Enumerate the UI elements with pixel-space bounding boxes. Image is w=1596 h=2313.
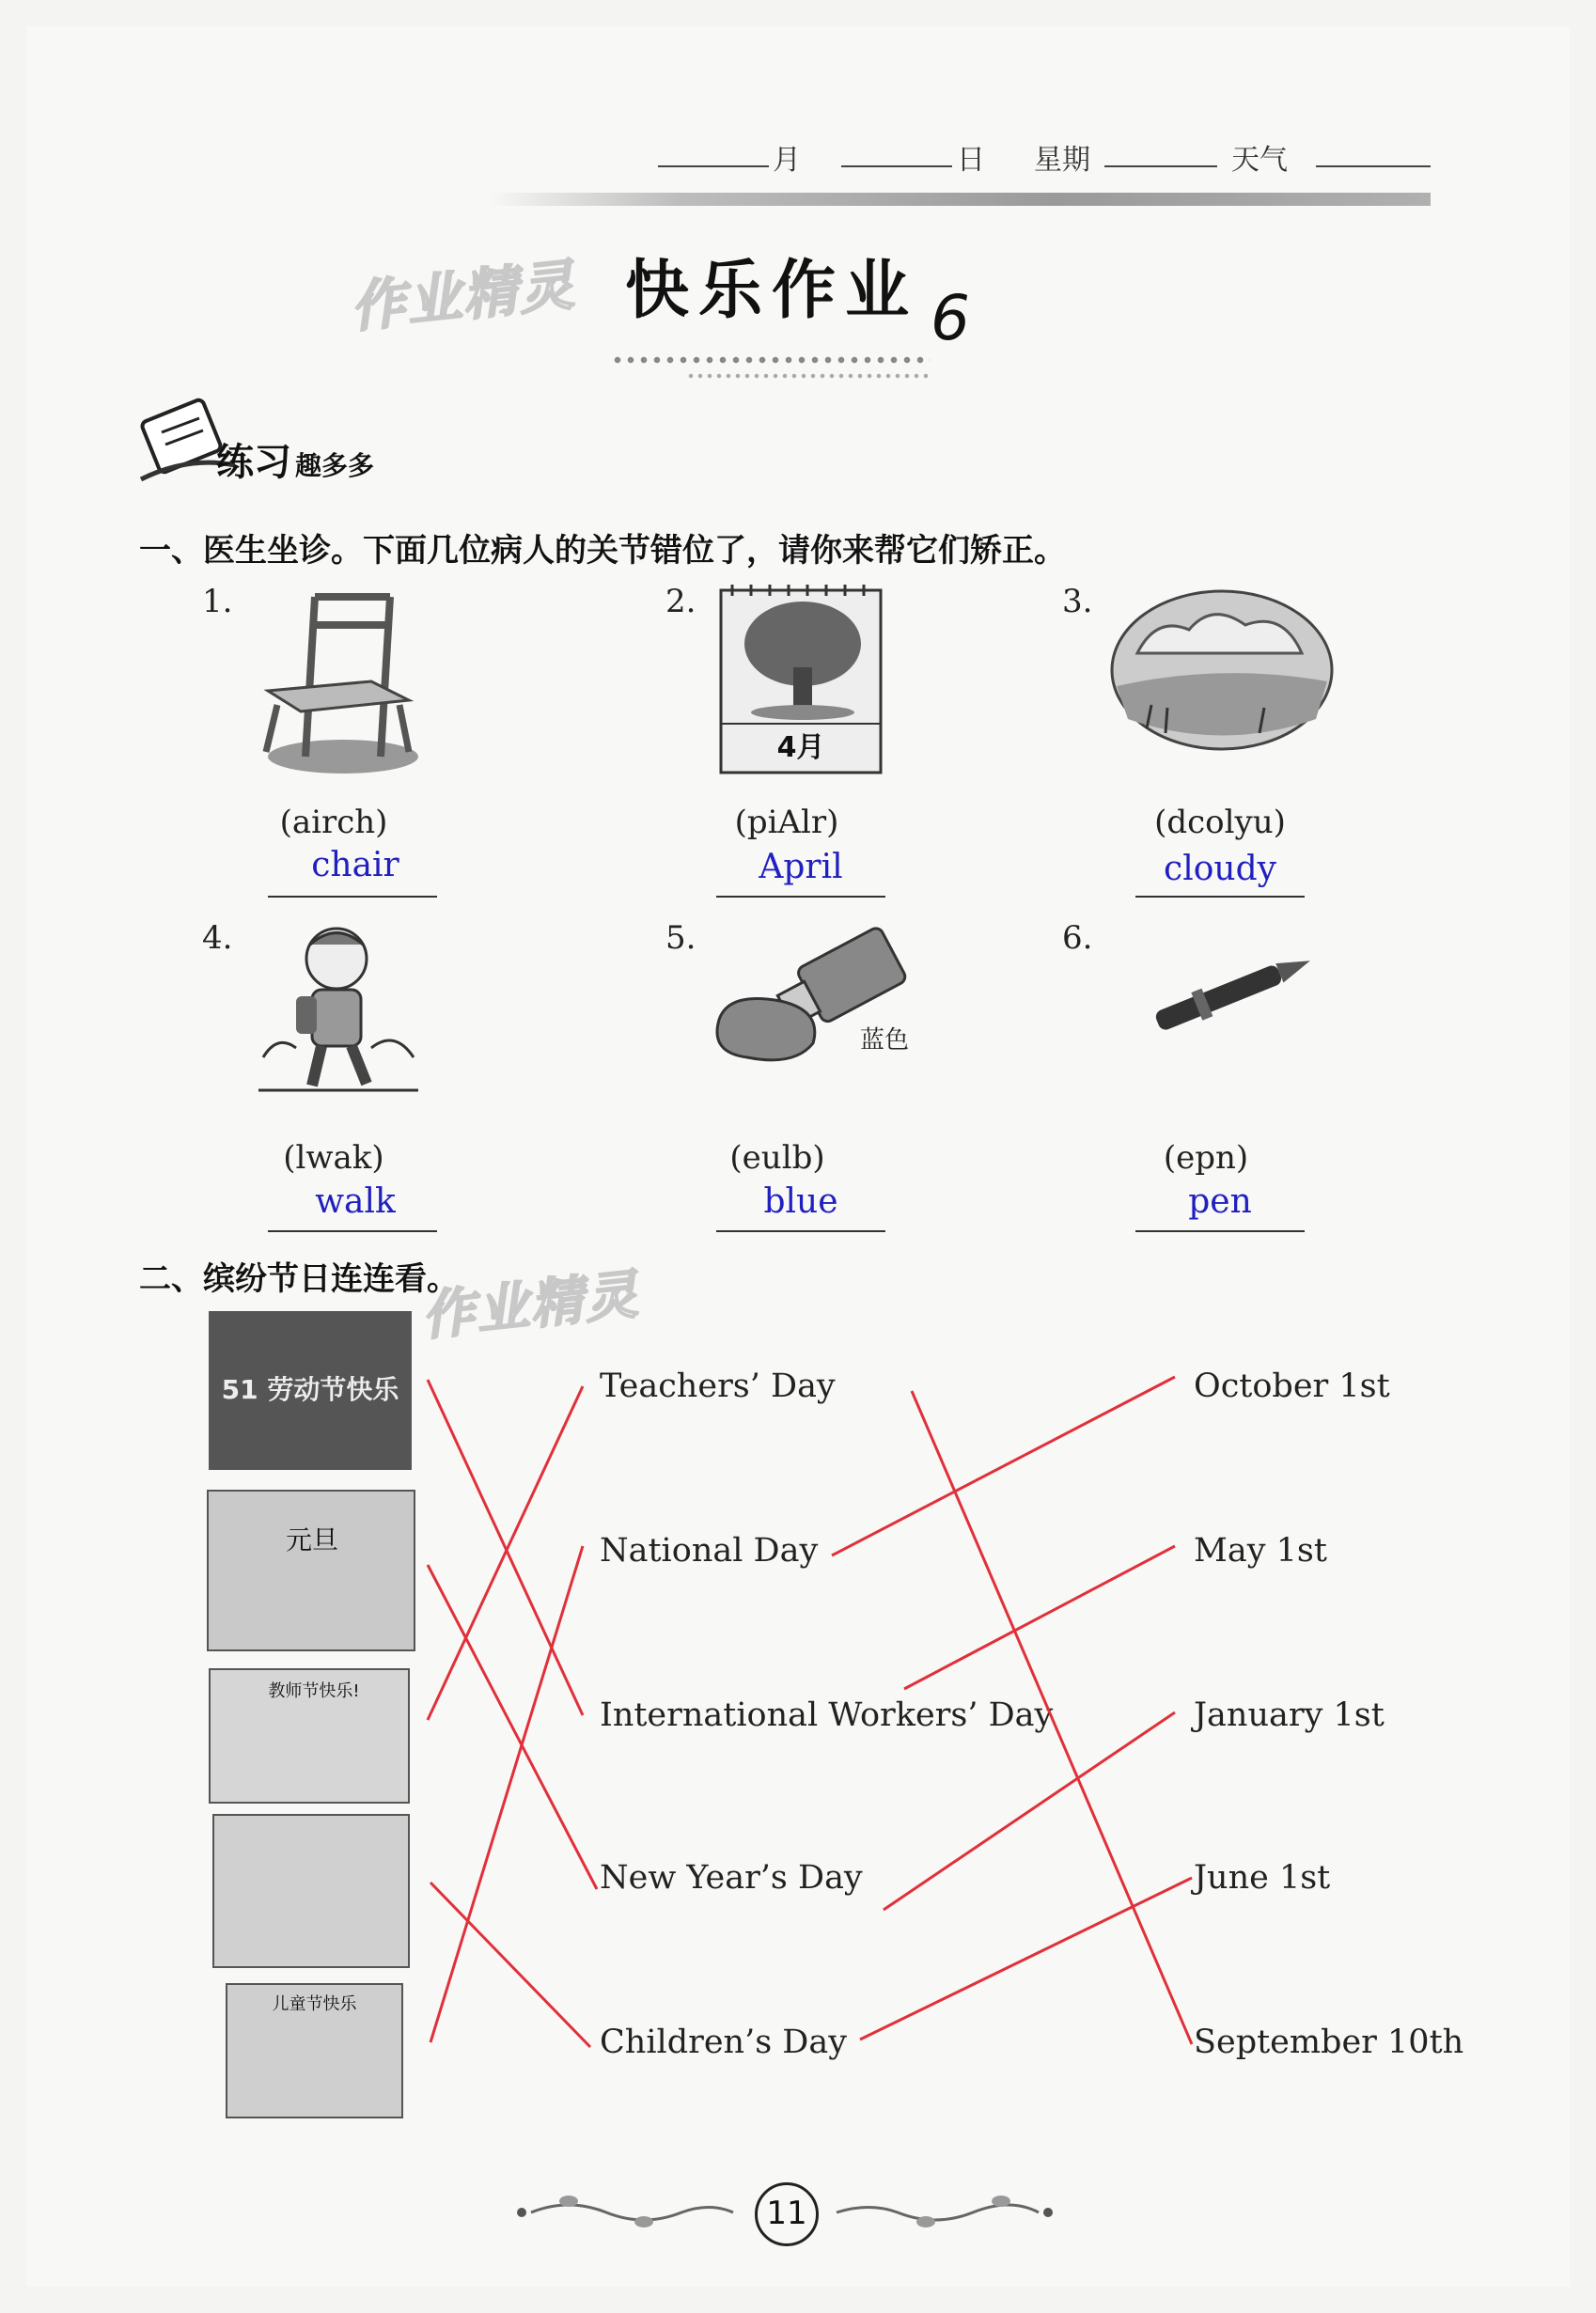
item-number: 6.: [1062, 919, 1093, 957]
calendar-icon: [718, 583, 884, 775]
item-number: 3.: [1062, 583, 1093, 620]
holiday-name[interactable]: International Workers’ Day: [600, 1696, 1054, 1734]
page-number: 11: [755, 2182, 819, 2246]
answer-underline: [716, 1230, 885, 1232]
title-number: 6: [931, 282, 970, 354]
month-blank[interactable]: [658, 165, 769, 167]
holiday-date[interactable]: September 10th: [1194, 2024, 1464, 2061]
watermark-2: 作业精灵: [418, 1264, 643, 1348]
answer-field[interactable]: cloudy: [1164, 850, 1276, 888]
question-1-heading: 一、医生坐诊。下面几位病人的关节错位了，请你来帮它们矫正。: [139, 532, 1066, 570]
scrambled-word: (lwak): [283, 1139, 384, 1177]
title-dots-2: [686, 372, 931, 380]
scrambled-word: (eulb): [729, 1139, 825, 1177]
section-main: 练习: [216, 441, 291, 484]
day-label: 日: [957, 144, 985, 177]
holiday-date[interactable]: October 1st: [1194, 1367, 1390, 1405]
section-title: [216, 432, 374, 486]
scrambled-word: (piAlr): [734, 804, 839, 841]
holiday-name[interactable]: Teachers’ Day: [600, 1367, 836, 1405]
section-sub: 趣多多: [295, 450, 375, 481]
question-2-heading: 二、缤纷节日连连看。: [139, 1260, 459, 1298]
scrambled-word: (dcolyu): [1154, 804, 1286, 841]
ink-bottle-icon: [710, 916, 916, 1081]
item-number: 4.: [202, 919, 233, 957]
day-blank[interactable]: [841, 165, 952, 167]
picture-caption: 教师节快乐!: [268, 1681, 360, 1701]
item-number: 1.: [202, 583, 233, 620]
calendar-text: 4月: [776, 731, 825, 764]
holiday-date[interactable]: January 1st: [1194, 1696, 1385, 1734]
answer-underline: [268, 1230, 437, 1232]
answer-field[interactable]: chair: [311, 846, 399, 884]
answer-underline: [268, 896, 437, 898]
page-title: 快乐作业: [625, 254, 919, 328]
holiday-name[interactable]: New Year’s Day: [600, 1859, 863, 1897]
ink-text: 蓝色: [860, 1026, 910, 1055]
holiday-name[interactable]: Children’s Day: [600, 2024, 848, 2061]
teachers-day-picture: [209, 1668, 410, 1804]
header-band: [489, 193, 1431, 206]
answer-underline: [716, 896, 885, 898]
labour-day-picture: [209, 1311, 412, 1470]
national-day-picture: [212, 1814, 410, 1968]
weather-blank[interactable]: [1316, 165, 1431, 167]
scrambled-word: (epn): [1163, 1139, 1249, 1177]
holiday-name[interactable]: National Day: [600, 1532, 819, 1570]
scrambled-word: (airch): [279, 804, 388, 841]
answer-field[interactable]: pen: [1188, 1182, 1252, 1221]
item-number: 5.: [665, 919, 696, 957]
holiday-date[interactable]: June 1st: [1194, 1859, 1331, 1897]
watermark: 作业精灵: [347, 252, 579, 340]
picture-caption: 51 劳动节快乐: [221, 1374, 399, 1405]
title-dots: [611, 355, 931, 365]
picture-caption: 元旦: [285, 1524, 338, 1555]
cloudy-icon: [1109, 587, 1335, 752]
answer-underline: [1135, 896, 1305, 898]
item-number: 2.: [665, 583, 696, 620]
weekday-label: 星期: [1034, 144, 1090, 177]
answer-field[interactable]: walk: [315, 1182, 396, 1221]
answer-underline: [1135, 1230, 1305, 1232]
picture-caption: 儿童节快乐: [272, 1994, 357, 2014]
weather-label: 天气: [1231, 144, 1288, 177]
pen-icon: [1137, 940, 1325, 1043]
answer-field[interactable]: April: [759, 848, 843, 886]
answer-field[interactable]: blue: [763, 1182, 838, 1221]
weekday-blank[interactable]: [1104, 165, 1217, 167]
holiday-date[interactable]: May 1st: [1194, 1532, 1327, 1570]
month-label: 月: [773, 144, 801, 177]
new-year-picture: [207, 1490, 415, 1651]
chair-icon: [258, 587, 418, 775]
walking-boy-icon: [254, 916, 423, 1104]
childrens-day-picture: [226, 1983, 403, 2118]
